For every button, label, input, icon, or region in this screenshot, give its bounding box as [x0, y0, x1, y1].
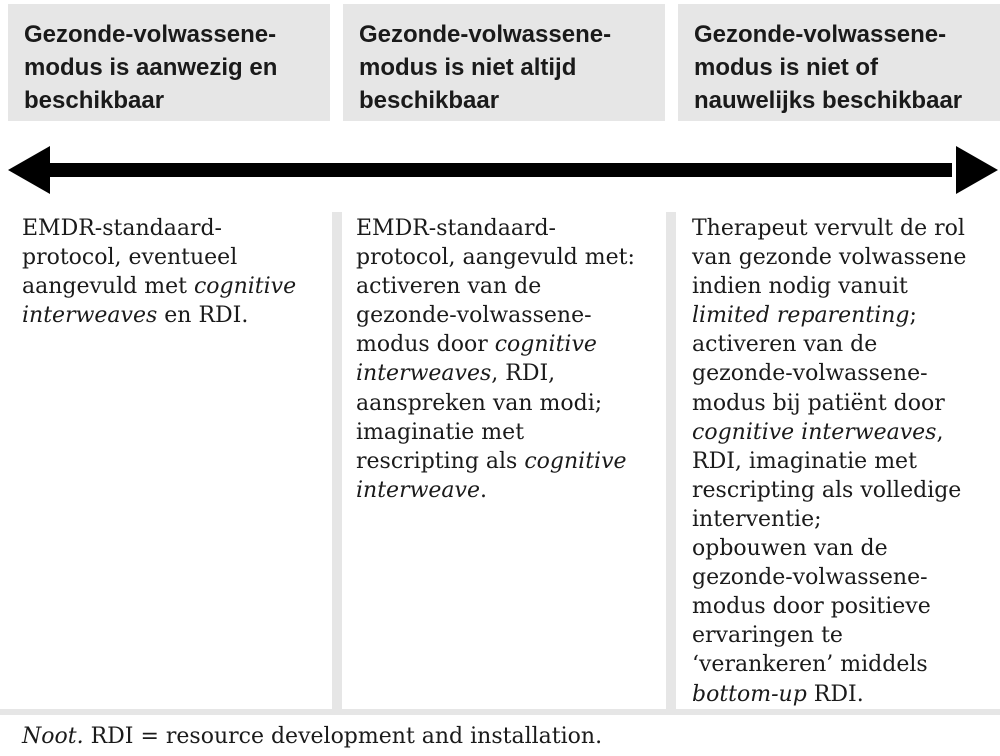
text-line: EMDR-standaard-: [22, 216, 222, 241]
text-line: activeren van de: [692, 332, 878, 358]
header-available: Gezonde-volwassene- modus is aanwezig en beschikbaar: [8, 4, 330, 121]
header-barely-available: Gezonde-volwassene- modus is niet of nauwelijks beschikbaar: [678, 4, 1000, 121]
text-italic: bottom-up: [692, 681, 807, 707]
text-line: Therapeut vervult de rol: [692, 216, 965, 241]
text-italic: interweave: [356, 477, 480, 503]
text-line: aangevuld met: [22, 274, 194, 300]
text-line: ervaringen te: [692, 623, 843, 649]
text-line: ‘verankeren’ middels: [692, 652, 928, 678]
arrow-head-right-icon: [956, 146, 998, 194]
column-separator-2: [666, 212, 676, 712]
text-line: ;: [909, 303, 917, 329]
text-line: gezonde-volwassene-: [692, 361, 928, 387]
text-line: en RDI.: [157, 303, 249, 329]
text-line: ,: [936, 419, 944, 445]
text-line: , RDI,: [491, 361, 556, 387]
text-line: van gezonde volwassene: [692, 245, 967, 271]
column-2-text: [356, 214, 661, 505]
text-italic: cognitive: [494, 332, 597, 358]
text-line: EMDR-standaard-: [356, 216, 556, 241]
text-italic: cognitive: [524, 448, 627, 474]
column-separator-1: [332, 212, 342, 712]
text-line: .: [480, 477, 487, 503]
text-line: protocol, eventueel: [22, 245, 238, 271]
text-line: gezonde-volwassene-: [356, 303, 592, 329]
text-italic: cognitive: [193, 274, 297, 300]
text-line: rescripting als: [356, 448, 525, 474]
text-line: imaginatie met: [356, 419, 525, 445]
text-line: aanspreken van modi;: [356, 390, 603, 416]
text-line: protocol, aangevuld met:: [356, 245, 635, 271]
text-line: indien nodig vanuit: [692, 274, 908, 300]
bottom-rule: [0, 709, 1000, 715]
footnote-label: Noot.: [22, 724, 84, 749]
column-1-text: [22, 214, 327, 330]
text-italic: interweaves: [22, 303, 158, 329]
text-line: RDI.: [806, 681, 864, 707]
text-line: interventie;: [692, 506, 822, 532]
footnote: [22, 722, 602, 752]
text-line: RDI, imaginatie met: [692, 448, 917, 474]
header-not-always-available: Gezonde-volwassene- modus is niet altijd beschikbaar: [343, 4, 665, 121]
text-italic: cognitive interweaves: [692, 419, 937, 445]
text-line: modus door: [356, 332, 495, 358]
text-line: opbouwen van de: [692, 536, 888, 562]
text-line: gezonde-volwassene-: [692, 565, 928, 591]
text-line: rescripting als volledige: [692, 477, 962, 503]
arrow-head-left-icon: [8, 146, 50, 194]
column-3-text: [692, 214, 992, 709]
footnote-text: RDI = resource development and installation.: [83, 724, 603, 749]
arrow-shaft: [48, 163, 952, 177]
text-line: modus door positieve: [692, 594, 931, 620]
text-line: modus bij patiënt door: [692, 390, 945, 416]
double-headed-arrow: [0, 140, 1000, 200]
text-italic: interweaves: [356, 361, 492, 387]
text-line: activeren van de: [356, 274, 542, 300]
text-italic: limited reparenting: [692, 303, 910, 329]
